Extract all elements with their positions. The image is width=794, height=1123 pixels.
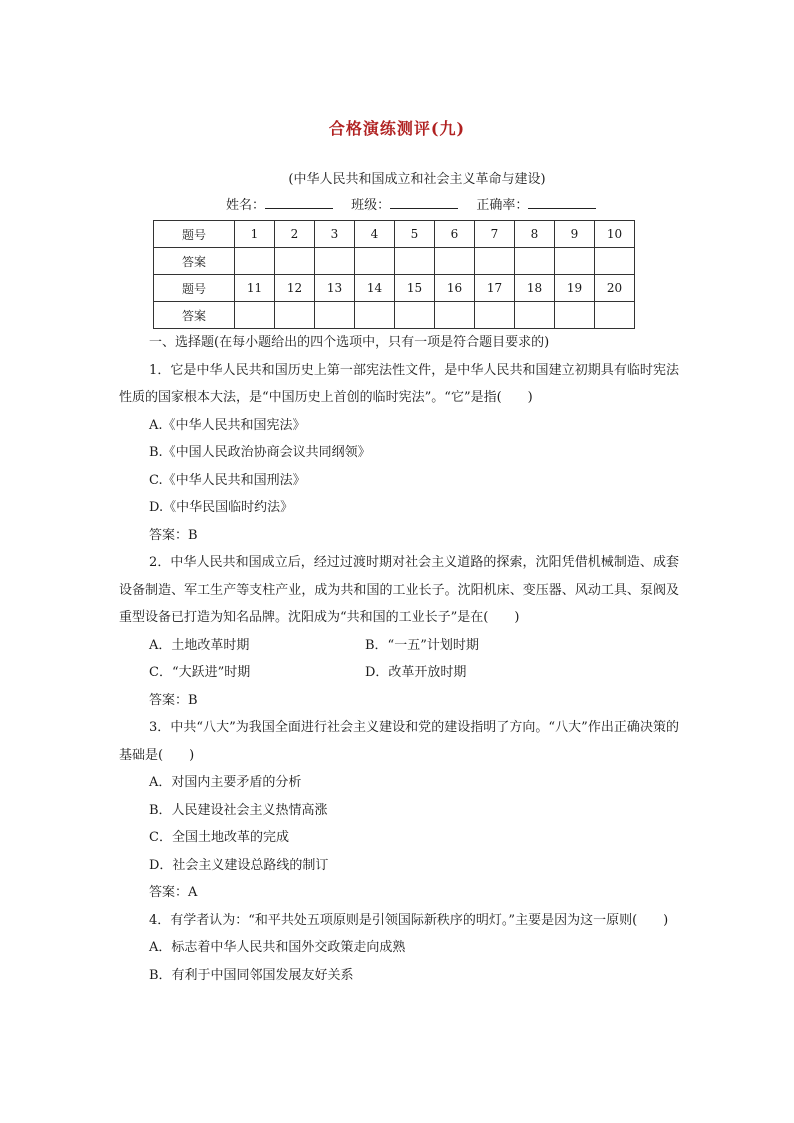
question-section [119,329,679,989]
option-a: A．土地改革时期 [149,637,250,653]
option-c: C.《中华人民共和国刑法》 [149,472,306,488]
question-number: 20 [595,275,635,302]
answer-row-2 [154,302,635,329]
option-a: A．标志着中华人民共和国外交政策走向成熟 [149,940,406,955]
answer-grid [153,220,635,329]
question-number: 13 [315,275,355,302]
question-number: 4 [355,221,395,248]
question-number: 11 [235,275,275,302]
question-number: 15 [395,275,435,302]
question-number: 1 [235,221,275,248]
row-label: 题号 [154,221,235,248]
student-info-line [226,194,610,213]
page-title: 合格演练测评(九) [328,119,466,138]
question-number: 10 [595,221,635,248]
option-b: B．有利于中国同邻国发展友好关系 [149,967,354,983]
answer-cell[interactable] [595,248,635,275]
section-heading: 一、选择题(在每小题给出的四个选项中，只有一项是符合题目要求的) [149,335,550,350]
question-1 [119,357,679,550]
question-number: 17 [475,275,515,302]
question-number: 14 [355,275,395,302]
question-stem: 1．它是中华人民共和国历史上第一部宪法性文件，是中华人民共和国建立初期具有临时宪法性质的国家根本大法，是“中国历史上首创的临时宪法”。“它”是指( ) [119,362,679,405]
answer-text: 答案：B [149,692,198,708]
question-number: 7 [475,221,515,248]
answer-row-1 [154,248,635,275]
name-blank [265,196,333,209]
question-number: 16 [435,275,475,302]
answer-cell[interactable] [435,248,475,275]
answer-cell[interactable] [315,248,355,275]
question-number: 6 [435,221,475,248]
question-number: 18 [515,275,555,302]
question-4 [119,907,679,990]
option-b: B．人民建设社会主义热情高涨 [149,802,328,818]
page-subtitle: (中华人民共和国成立和社会主义革命与建设) [288,172,546,187]
question-number: 3 [315,221,355,248]
question-number: 8 [515,221,555,248]
question-stem: 3．中共“八大”为我国全面进行社会主义建设和党的建设指明了方向。“八大”作出正确决策的基础是( ) [119,720,679,763]
accuracy-label: 正确率： [476,198,529,213]
name-label: 姓名： [226,198,266,213]
answer-text: 答案：A [149,885,198,900]
question-3 [119,714,679,907]
answer-cell[interactable] [355,302,395,329]
class-label: 班级： [351,198,391,213]
option-d: D．社会主义建设总路线的制订 [149,857,329,873]
question-number: 2 [275,221,315,248]
answer-cell[interactable] [595,302,635,329]
answer-cell[interactable] [395,248,435,275]
class-blank [390,196,458,209]
accuracy-blank [528,196,596,209]
option-c: C．全国土地改革的完成 [149,830,289,845]
answer-cell[interactable] [515,248,555,275]
option-b: B．“一五”计划时期 [365,637,479,653]
question-stem: 4．有学者认为：“和平共处五项原则是引领国际新秩序的明灯。”主要是因为这一原则( ) [149,912,669,928]
answer-cell[interactable] [275,248,315,275]
question-number: 19 [555,275,595,302]
answer-cell[interactable] [475,248,515,275]
row-label: 题号 [154,275,235,302]
answer-text: 答案：B [149,527,198,543]
option-row [119,632,679,660]
option-row [119,659,679,687]
number-row-2 [154,275,635,302]
answer-cell[interactable] [355,248,395,275]
answer-cell[interactable] [275,302,315,329]
option-a: A．对国内主要矛盾的分析 [149,775,302,790]
option-d: D．改革开放时期 [365,665,467,680]
option-c: C．“大跃进”时期 [149,665,251,680]
answer-cell[interactable] [395,302,435,329]
answer-cell[interactable] [555,248,595,275]
question-number: 9 [555,221,595,248]
question-stem: 2．中华人民共和国成立后，经过过渡时期对社会主义道路的探索，沈阳凭借机械制造、成套设备制造、军工生产等支柱产业，成为共和国的工业长子。沈阳机床、变压器、风动工具、泵阀及重型设备已打造为知名品牌。沈阳成为“共和国的工业长子”是在( ) [119,555,679,625]
number-row-1 [154,221,635,248]
row-label: 答案 [154,248,235,275]
question-2 [119,549,679,714]
option-d: D.《中华民国临时约法》 [149,500,294,515]
answer-cell[interactable] [555,302,595,329]
option-a: A.《中华人民共和国宪法》 [149,417,306,433]
answer-cell[interactable] [235,248,275,275]
question-number: 12 [275,275,315,302]
question-number: 5 [395,221,435,248]
answer-cell[interactable] [315,302,355,329]
answer-cell[interactable] [475,302,515,329]
answer-cell[interactable] [515,302,555,329]
option-b: B.《中国人民政治协商会议共同纲领》 [149,445,371,460]
answer-cell[interactable] [435,302,475,329]
answer-cell[interactable] [235,302,275,329]
row-label: 答案 [154,302,235,329]
